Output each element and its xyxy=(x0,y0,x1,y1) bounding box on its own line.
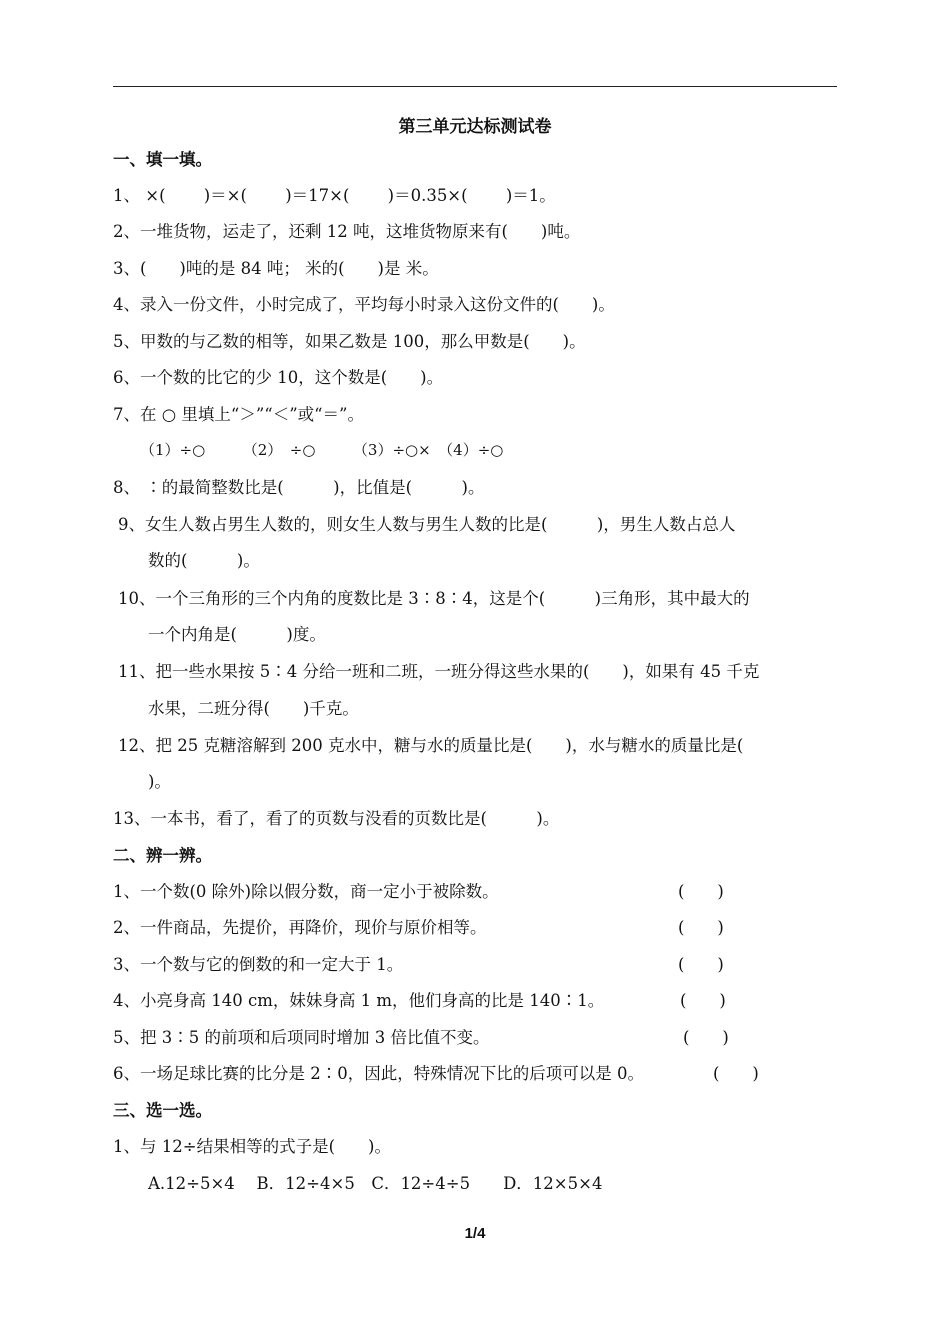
question-1-10-line-2: 一个内角是( )度。 xyxy=(148,625,326,644)
choice-question-1: 1、与 12÷结果相等的式子是( )。 xyxy=(113,1137,391,1156)
section-1-heading: 一、填一填。 xyxy=(113,150,212,169)
judge-item-4-bracket: ( ) xyxy=(680,991,726,1010)
question-1-7: 7、在 ○ 里填上“＞”“＜”或“＝”。 xyxy=(113,405,364,424)
judge-item-3-text: 3、一个数与它的倒数的和一定大于 1。 xyxy=(113,955,404,974)
judge-item-6-bracket: ( ) xyxy=(713,1064,759,1083)
judge-item-1-bracket: ( ) xyxy=(678,882,724,901)
section-2-heading: 二、辨一辨。 xyxy=(113,846,212,865)
judge-item-5-bracket: ( ) xyxy=(683,1028,729,1047)
judge-item-3-bracket: ( ) xyxy=(678,955,724,974)
section-3-heading: 三、选一选。 xyxy=(113,1101,212,1120)
judge-item-1-text: 1、一个数(0 除外)除以假分数，商一定小于被除数。 xyxy=(113,882,499,901)
question-1-13: 13、一本书，看了，看了的页数与没看的页数比是( )。 xyxy=(113,809,560,828)
question-1-12-line-2: )。 xyxy=(148,772,171,791)
question-1-7-subitems: （1）÷○ （2） ÷○ （3）÷○× （4）÷○ xyxy=(140,441,504,459)
question-1-12-line-1: 12、把 25 克糖溶解到 200 克水中，糖与水的质量比是( )，水与糖水的质量比是( xyxy=(118,736,744,755)
question-1-2: 2、一堆货物，运走了，还剩 12 吨，这堆货物原来有( )吨。 xyxy=(113,222,581,241)
question-1-3: 3、( )吨的是 84 吨； 米的( )是 米。 xyxy=(113,259,439,278)
header-rule xyxy=(113,86,837,87)
question-1-9-line-2: 数的( )。 xyxy=(148,551,260,570)
question-1-11-line-2: 水果，二班分得( )千克。 xyxy=(148,699,359,718)
question-1-8: 8、 ∶的最简整数比是( )，比值是( )。 xyxy=(113,478,485,497)
judge-item-4-text: 4、小亮身高 140 cm，妹妹身高 1 m，他们身高的比是 140∶1。 xyxy=(113,991,605,1010)
question-1-5: 5、甲数的与乙数的相等，如果乙数是 100，那么甲数是( )。 xyxy=(113,332,586,351)
question-1-6: 6、一个数的比它的少 10，这个数是( )。 xyxy=(113,368,444,387)
question-1-4: 4、录入一份文件，小时完成了，平均每小时录入这份文件的( )。 xyxy=(113,295,615,314)
page-title: 第三单元达标测试卷 xyxy=(398,117,552,137)
judge-item-6-text: 6、一场足球比赛的比分是 2∶0，因此，特殊情况下比的后项可以是 0。 xyxy=(113,1064,644,1083)
judge-item-5-text: 5、把 3∶5 的前项和后项同时增加 3 倍比值不变。 xyxy=(113,1028,490,1047)
page-number: 1/4 xyxy=(464,1225,486,1242)
question-1-10-line-1: 10、一个三角形的三个内角的度数比是 3∶8∶4，这是个( )三角形，其中最大的 xyxy=(118,589,750,608)
question-1-1: 1、 ×( )＝×( )＝17×( )＝0.35×( )＝1。 xyxy=(113,186,556,205)
choice-question-1-options: A.12÷5×4 B．12÷4×5 C．12÷4÷5 D．12×5×4 xyxy=(148,1174,603,1193)
question-1-9-line-1: 9、女生人数占男生人数的，则女生人数与男生人数的比是( )，男生人数占总人 xyxy=(118,515,736,534)
judge-item-2-text: 2、一件商品，先提价，再降价，现价与原价相等。 xyxy=(113,918,487,937)
judge-item-2-bracket: ( ) xyxy=(678,918,724,937)
question-1-11-line-1: 11、把一些水果按 5∶4 分给一班和二班，一班分得这些水果的( )，如果有 45 千克 xyxy=(118,662,760,681)
